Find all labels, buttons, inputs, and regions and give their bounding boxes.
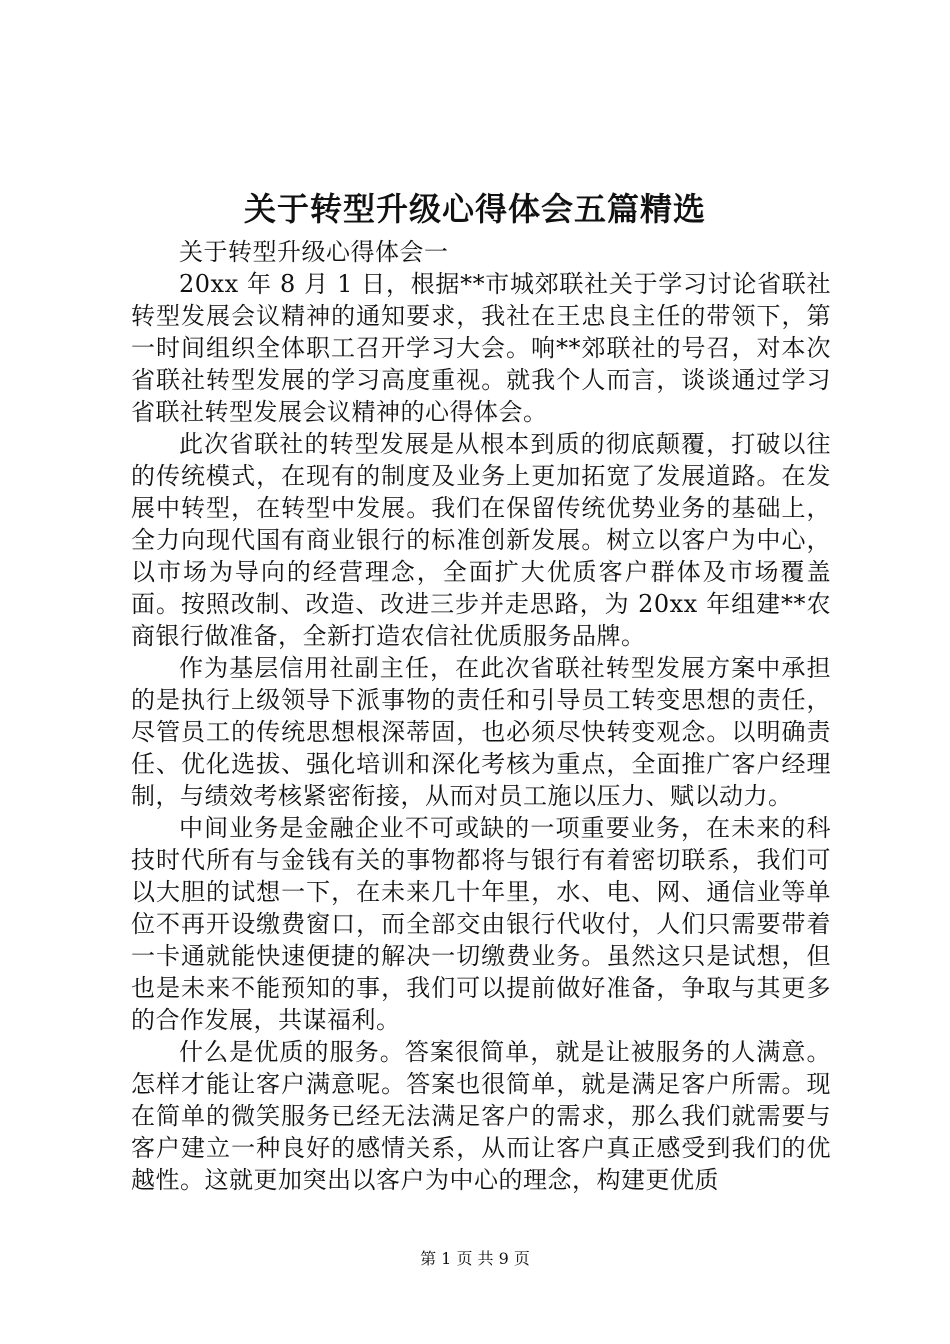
section-heading: 关于转型升级心得体会一 (179, 238, 449, 266)
paragraph-1: 20xx 年 8 月 1 日，根据**市城郊联社关于学习讨论省联社转型发展会议精神的通知要求，我社在王忠良主任的带领下，第一时间组织全体职工召开学习大会。响**郊联社的号召，对本次省联社转型发展的学习高度重视。就我个人而言，谈谈通过学习省联社转型发展会议精神的心得体会。 (131, 270, 831, 426)
paragraph-2: 此次省联社的转型发展是从根本到质的彻底颠覆，打破以往的传统模式，在现有的制度及业务上更加拓宽了发展道路。在发展中转型，在转型中发展。我们在保留传统优势业务的基础上，全力向现代国有商业银行的标准创新发展。树立以客户为中心，以市场为导向的经营理念，全面扩大优质客户群体及市场覆盖面。按照改制、改造、改进三步并走思路，为 20xx 年组建**农商银行做准备，全新打造农信社优质服务品牌。 (131, 430, 831, 650)
paragraph-3: 作为基层信用社副主任，在此次省联社转型发展方案中承担的是执行上级领导下派事物的责任和引导员工转变思想的责任，尽管员工的传统思想根深蒂固，也必须尽快转变观念。以明确责任、优化选拔、强化培训和深化考核为重点，全面推广客户经理制，与绩效考核紧密衔接，从而对员工施以压力、赋以动力。 (131, 654, 831, 810)
document-title: 关于转型升级心得体会五篇精选 (243, 190, 706, 228)
document-body (131, 236, 831, 1196)
paragraph-5: 什么是优质的服务。答案很简单，就是让被服务的人满意。怎样才能让客户满意呢。答案也很简单，就是满足客户所需。现在简单的微笑服务已经无法满足客户的需求，那么我们就需要与客户建立一种良好的感情关系，从而让客户真正感受到我们的优越性。这就更加突出以客户为中心的理念，构建更优质 (131, 1038, 831, 1194)
paragraph-4: 中间业务是金融企业不可或缺的一项重要业务，在未来的科技时代所有与金钱有关的事物都将与银行有着密切联系，我们可以大胆的试想一下，在未来几十年里，水、电、网、通信业等单位不再开设缴费窗口，而全部交由银行代收付，人们只需要带着一卡通就能快速便捷的解决一切缴费业务。虽然这只是试想，但也是未来不能预知的事，我们可以提前做好准备，争取与其更多的合作发展，共谋福利。 (131, 814, 831, 1034)
page-number-footer: 第 1 页 共 9 页 (420, 1249, 530, 1268)
